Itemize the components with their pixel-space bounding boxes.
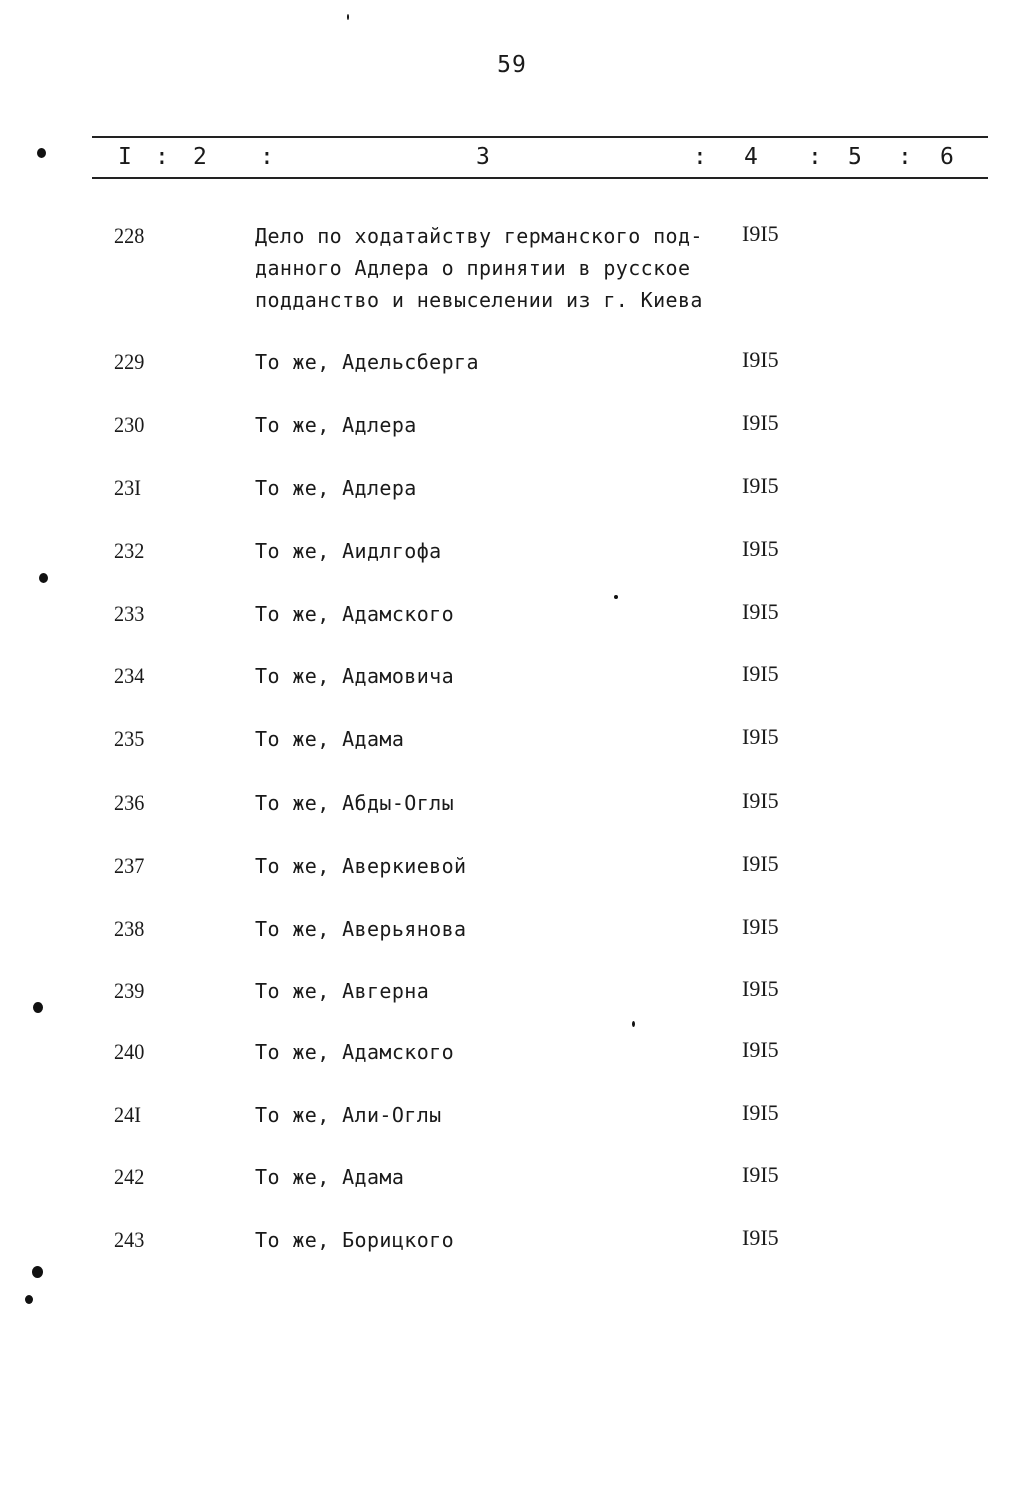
entry-number: 237 — [114, 853, 145, 878]
scan-speck — [614, 595, 618, 599]
column-header-4: 4 — [744, 144, 758, 170]
scan-speck — [39, 573, 48, 583]
entry-description: То же, Адамского — [255, 602, 455, 626]
entry-year: I9I5 — [742, 410, 779, 435]
entry-year: I9I5 — [742, 1162, 779, 1187]
entry-description: То же, Авгерна — [255, 979, 430, 1003]
column-header-3: 3 — [476, 144, 490, 170]
entry-description: То же, Али-Оглы — [255, 1103, 442, 1127]
entry-number: 240 — [114, 1039, 145, 1064]
scan-speck — [37, 148, 46, 158]
column-header-1: I — [118, 144, 132, 170]
entry-year: I9I5 — [742, 851, 779, 876]
entry-number: 233 — [114, 601, 145, 626]
entry-description: То же, Адама — [255, 1165, 405, 1189]
entry-year: I9I5 — [742, 661, 779, 686]
entry-description: То же, Аверьянова — [255, 917, 467, 941]
entry-year: I9I5 — [742, 473, 779, 498]
entry-description: То же, Адамского — [255, 1040, 455, 1064]
column-header-6: 6 — [940, 144, 954, 170]
entry-number: 238 — [114, 916, 145, 941]
column-separator: : — [693, 144, 707, 170]
entry-number: 243 — [114, 1227, 145, 1252]
entry-number: 24I — [114, 1102, 141, 1127]
entry-number: 235 — [114, 726, 145, 751]
entry-number: 242 — [114, 1164, 145, 1189]
entry-year: I9I5 — [742, 599, 779, 624]
scan-speck — [25, 1295, 33, 1304]
entry-description: То же, Адлера — [255, 413, 417, 437]
entry-description: То же, Аверкиевой — [255, 854, 467, 878]
entry-number: 23I — [114, 475, 141, 500]
entry-year: I9I5 — [742, 1037, 779, 1062]
entry-year: I9I5 — [742, 914, 779, 939]
entry-number: 230 — [114, 412, 145, 437]
entry-description: Дело по ходатайству германского под- данного Адлера о принятии в русское подданство и невыселении из г. Киева — [255, 224, 703, 312]
column-header-2: 2 — [193, 144, 207, 170]
column-separator: : — [898, 144, 912, 170]
entry-description: То же, Абды-Оглы — [255, 791, 455, 815]
scan-speck — [632, 1021, 635, 1027]
entry-number: 229 — [114, 349, 145, 374]
scan-speck — [32, 1266, 43, 1278]
entry-number: 234 — [114, 663, 145, 688]
entry-year: I9I5 — [742, 976, 779, 1001]
column-separator: : — [808, 144, 822, 170]
entry-description: То же, Адельсберга — [255, 350, 479, 374]
entry-year: I9I5 — [742, 724, 779, 749]
entry-description: То же, Борицкого — [255, 1228, 455, 1252]
entry-number: 228 — [114, 223, 145, 248]
entry-number: 236 — [114, 790, 145, 815]
entry-description: То же, Адама — [255, 727, 405, 751]
entry-description: То же, Адлера — [255, 476, 417, 500]
column-separator: : — [260, 144, 274, 170]
page-number: 59 — [497, 52, 527, 78]
entry-year: I9I5 — [742, 536, 779, 561]
column-separator: : — [155, 144, 169, 170]
entry-number: 232 — [114, 538, 145, 563]
scan-speck — [347, 14, 349, 20]
entry-description: То же, Адамовича — [255, 664, 455, 688]
scan-speck — [33, 1002, 43, 1013]
entry-year: I9I5 — [742, 1225, 779, 1250]
entry-year: I9I5 — [742, 1100, 779, 1125]
entry-year: I9I5 — [742, 221, 779, 246]
column-header-5: 5 — [848, 144, 862, 170]
entry-description: То же, Аидлгофа — [255, 539, 442, 563]
entry-year: I9I5 — [742, 788, 779, 813]
entry-number: 239 — [114, 978, 145, 1003]
entry-year: I9I5 — [742, 347, 779, 372]
